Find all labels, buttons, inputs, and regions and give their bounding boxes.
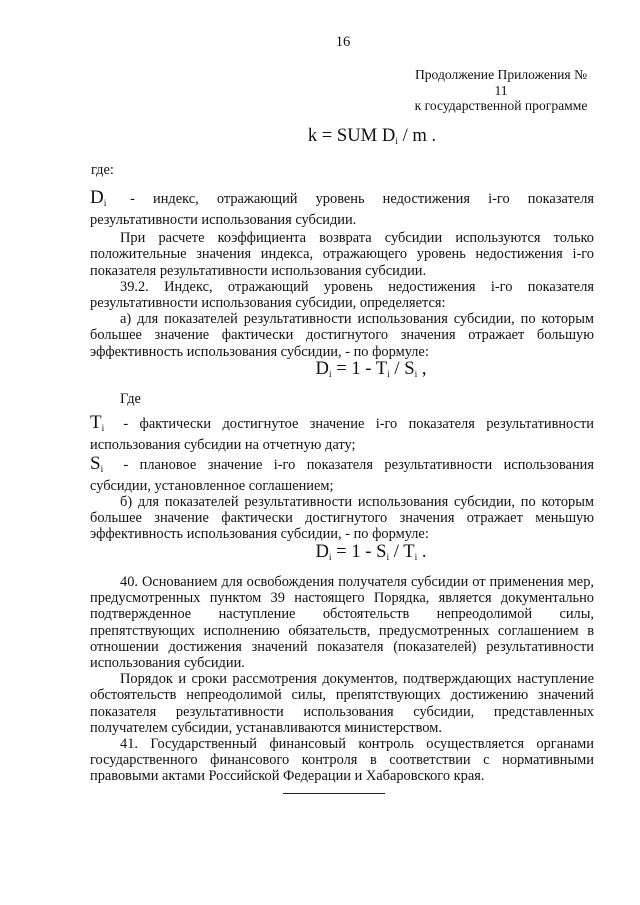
- appendix-header: [408, 67, 594, 113]
- formula-k: [90, 125, 594, 150]
- paragraph-b: б) для показателей результативности использования субсидии, по которым большее значение фактически достигнутого значения отражает меньшую эффективность использования субсидии, - по формуле:: [90, 494, 594, 543]
- page-content: [90, 34, 594, 785]
- paragraph-41: 41. Государственный финансовый контроль осуществляется органами государственного финансового контроля в соответствии с нормативными правовыми актами Российской Федерации и Хабаровского края.: [90, 735, 594, 785]
- definition-d-text: - индекс, отражающий уровень недостижения i-го показателя результативности использования субсидии.: [90, 190, 594, 229]
- appendix-line-2: к государственной программе: [414, 98, 588, 114]
- paragraph-procedure: Порядок и сроки рассмотрения документов, подтверждающих наступление обстоятельств непреодолимой силы, препятствующих достижению значений показателя результативности использования субсидии, представленных получателем субсидии, устанавливаются министерством.: [90, 671, 594, 736]
- symbol-t: $T_i$: [90, 412, 105, 435]
- definition-t: [90, 412, 594, 454]
- paragraph-39-2: 39.2. Индекс, отражающий уровень недостижения i-го показателя результативности использования субсидии, определяется:: [90, 278, 594, 312]
- definition-t-text: - фактически достигнутое значение i-го показателя результативности использования субсидии на отчетную дату;: [90, 416, 594, 454]
- formula-a: $D_i = 1 - T_i / S_i$ ,: [315, 357, 427, 380]
- paragraph-40: 40. Основанием для освобождения получателя субсидии от применения мер, предусмотренных пунктом 39 настоящего Порядка, является документально подтвержденное наступление обстоятельств непреодолимой силы, препятствующих исполнению обязательств, предусмотренных соглашением в отношении достижения значений показателя (показателей) результативности использования субсидии.: [90, 573, 594, 671]
- symbol-d: $D_i$: [90, 186, 107, 209]
- symbol-s: $S_i$: [90, 452, 104, 475]
- end-rule: [283, 793, 385, 794]
- appendix-line-1: Продолжение Приложения № 11: [414, 67, 588, 98]
- definition-s-text: - плановое значение i-го показателя результативности использования субсидии, установленное соглашением;: [90, 456, 594, 494]
- formula-k-rhs: / m .: [397, 125, 437, 147]
- where-label-2: Где: [120, 391, 141, 408]
- formula-b: $D_i = 1 - S_i / T_i$ .: [315, 540, 427, 563]
- definition-d: [90, 186, 594, 229]
- formula-k-sub: i: [395, 137, 398, 148]
- paragraph-a: а) для показателей результативности использования субсидии, по которым большее значение фактически достигнутого значения отражает большую эффективность использования субсидии, - по формуле:: [90, 311, 594, 360]
- where-label: где:: [91, 161, 114, 178]
- definition-s: [90, 452, 594, 494]
- page-number: 16: [335, 34, 351, 50]
- paragraph-positive-values: При расчете коэффициента возврата субсидии используются только положительные значения индекса, отражающего уровень недостижения i-го показателя результативности использования субсидии.: [90, 230, 594, 279]
- formula-k-lhs: k = SUM D: [307, 125, 396, 147]
